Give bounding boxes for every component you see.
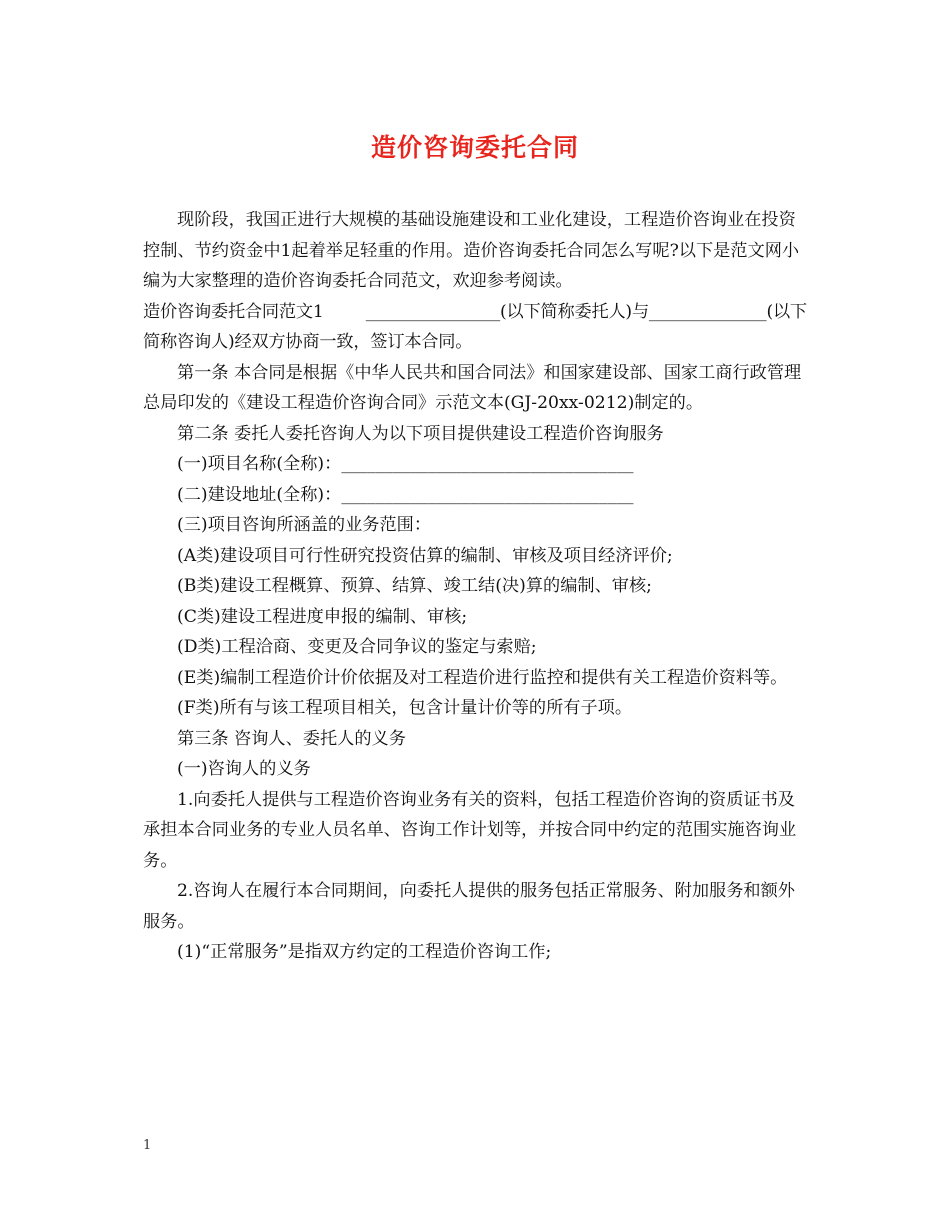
sample-line: 造价咨询委托合同范文1 ________________(以下简称委托人)与______________(以下简称咨询人)经双方协商一致，签订本合同。 [143, 301, 807, 352]
duty-1: 1.向委托人提供与工程造价咨询业务有关的资料，包括工程造价咨询的资质证书及承担本合同业务的专业人员名单、咨询工作计划等，并按合同中约定的范围实施咨询业务。 [143, 789, 797, 871]
document-title: 造价咨询委托合同 [370, 133, 579, 162]
service-items [143, 449, 811, 663]
list-item: (三)项目咨询所涵盖的业务范围： [177, 515, 432, 535]
duty-2-1: (1)“正常服务”是指双方约定的工程造价咨询工作; [177, 942, 552, 962]
document-body [143, 205, 811, 968]
list-item: (一)项目名称(全称)：__________________________________ [177, 454, 634, 474]
list-item: (C类)建设工程进度申报的编制、审核; [177, 606, 468, 627]
duty-heading: (一)咨询人的义务 [177, 759, 311, 779]
list-item: (A类)建设项目可行性研究投资估算的编制、审核及项目经济评价; [177, 545, 673, 566]
article-2: 第二条 委托人委托咨询人为以下项目提供建设工程造价咨询服务 [177, 423, 664, 444]
page-number: 1 [143, 1138, 152, 1153]
article-1: 第一条 本合同是根据《中华人民共和国合同法》和国家建设部、国家工商行政管理总局印发的《建设工程造价咨询合同》示范文本(GJ-20xx-0212)制定的。 [143, 362, 802, 413]
list-item: (B类)建设工程概算、预算、结算、竣工结(决)算的编制、审核; [177, 576, 652, 596]
duty-2: 2.咨询人在履行本合同期间，向委托人提供的服务包括正常服务、附加服务和额外服务。 [143, 881, 795, 932]
list-item: (D类)工程洽商、变更及合同争议的鉴定与索赔; [177, 637, 537, 657]
item-f: (F类)所有与该工程项目相关，包含计量计价等的所有子项。 [177, 698, 633, 718]
article-3: 第三条 咨询人、委托人的义务 [177, 728, 406, 749]
list-item: (二)建设地址(全称)：__________________________________ [177, 484, 634, 505]
item-e: (E类)编制工程造价计价依据及对工程造价进行监控和提供有关工程造价资料等。 [177, 667, 788, 688]
intro-paragraph: 现阶段，我国正进行大规模的基础设施建设和工业化建设，工程造价咨询业在投资控制、节约资金中1起着举足轻重的作用。造价咨询委托合同怎么写呢?以下是范文网小编为大家整理的造价咨询委托合同范文，欢迎参考阅读。 [143, 210, 800, 291]
